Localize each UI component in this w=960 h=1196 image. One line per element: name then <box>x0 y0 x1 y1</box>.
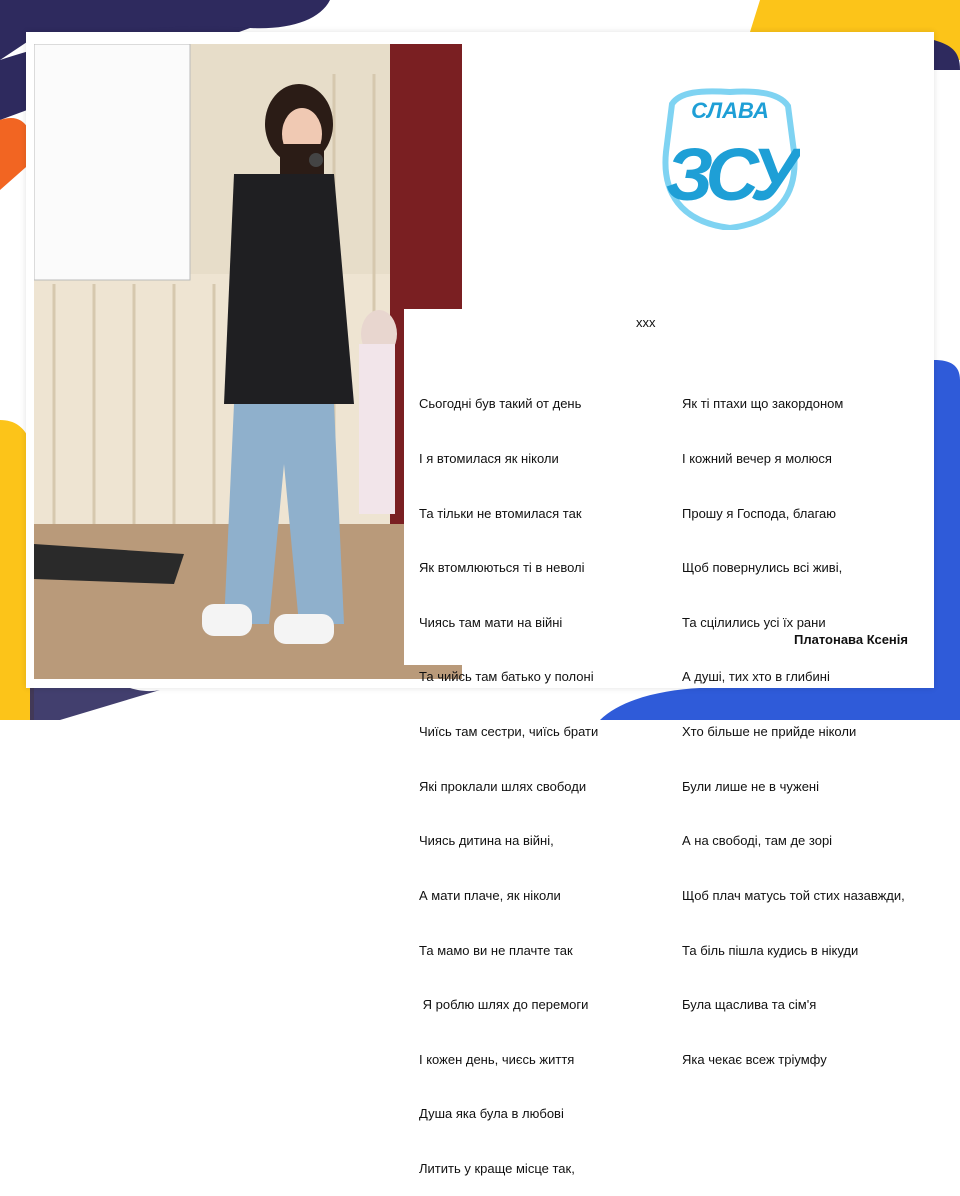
poem-line: І кожний вечер я молюся <box>682 451 832 467</box>
poem-line: І кожен день, чиєсь життя <box>419 1051 575 1067</box>
performer-photo <box>34 44 462 679</box>
poem-line: Прошу я Господа, благаю <box>682 505 837 521</box>
poem-line: Як ті птахи що закордоном <box>682 396 844 412</box>
logo-word: СЛАВА <box>691 98 769 123</box>
poem-line: Щоб плач матусь той стих назавжди, <box>682 887 905 903</box>
poem-line: Я роблю шлях до перемоги <box>419 997 589 1013</box>
poem-title: xxx <box>636 315 656 330</box>
poem-line: Та чийсь там батько у полоні <box>419 669 594 685</box>
poem-line: Та сцілились усі їх рани <box>682 614 826 630</box>
poem-line: Хто більше не прийде ніколи <box>682 724 857 740</box>
poem-line: А душі, тих хто в глибині <box>682 669 830 685</box>
poem-line: Чиясь там мати на війні <box>419 614 563 630</box>
poem-line: Як втомлюються ті в неволі <box>419 560 585 576</box>
poem-line: Сьогодні був такий от день <box>419 396 582 412</box>
poem-line: Та тільки не втомилася так <box>419 505 582 521</box>
poem-line: Чиясь дитина на війні, <box>419 833 554 849</box>
poem-line: Які проклали шлях свободи <box>419 778 587 794</box>
poem-line: Були лише не в чужені <box>682 778 819 794</box>
poem-author: Платонава Ксенія <box>794 632 908 647</box>
poem-line: А мати плаче, як ніколи <box>419 887 561 903</box>
poem-line: Та біль пішла кудись в нікуди <box>682 942 859 958</box>
poem-line: Чиїсь там сестри, чиїсь брати <box>419 724 599 740</box>
poem-line: Була щаслива та сім'я <box>682 997 817 1013</box>
poem-line: Щоб повернулись всі живі, <box>682 560 843 576</box>
slava-zsu-logo <box>660 82 800 230</box>
poem-line: Литить у краще місце так, <box>419 1160 575 1176</box>
poem-line: Яка чекає всеж тріумфу <box>682 1051 827 1067</box>
poem-column-1 <box>419 359 598 1196</box>
poem-column-2 <box>682 359 905 1087</box>
logo-letters: ЗСУ <box>665 133 795 216</box>
poem-line: Та мамо ви не плачте так <box>419 942 573 958</box>
poem-line: Душа яка була в любові <box>419 1106 564 1122</box>
poem-line: А на свободі, там де зорі <box>682 833 833 849</box>
poem-line: І я втомилася як ніколи <box>419 451 559 467</box>
